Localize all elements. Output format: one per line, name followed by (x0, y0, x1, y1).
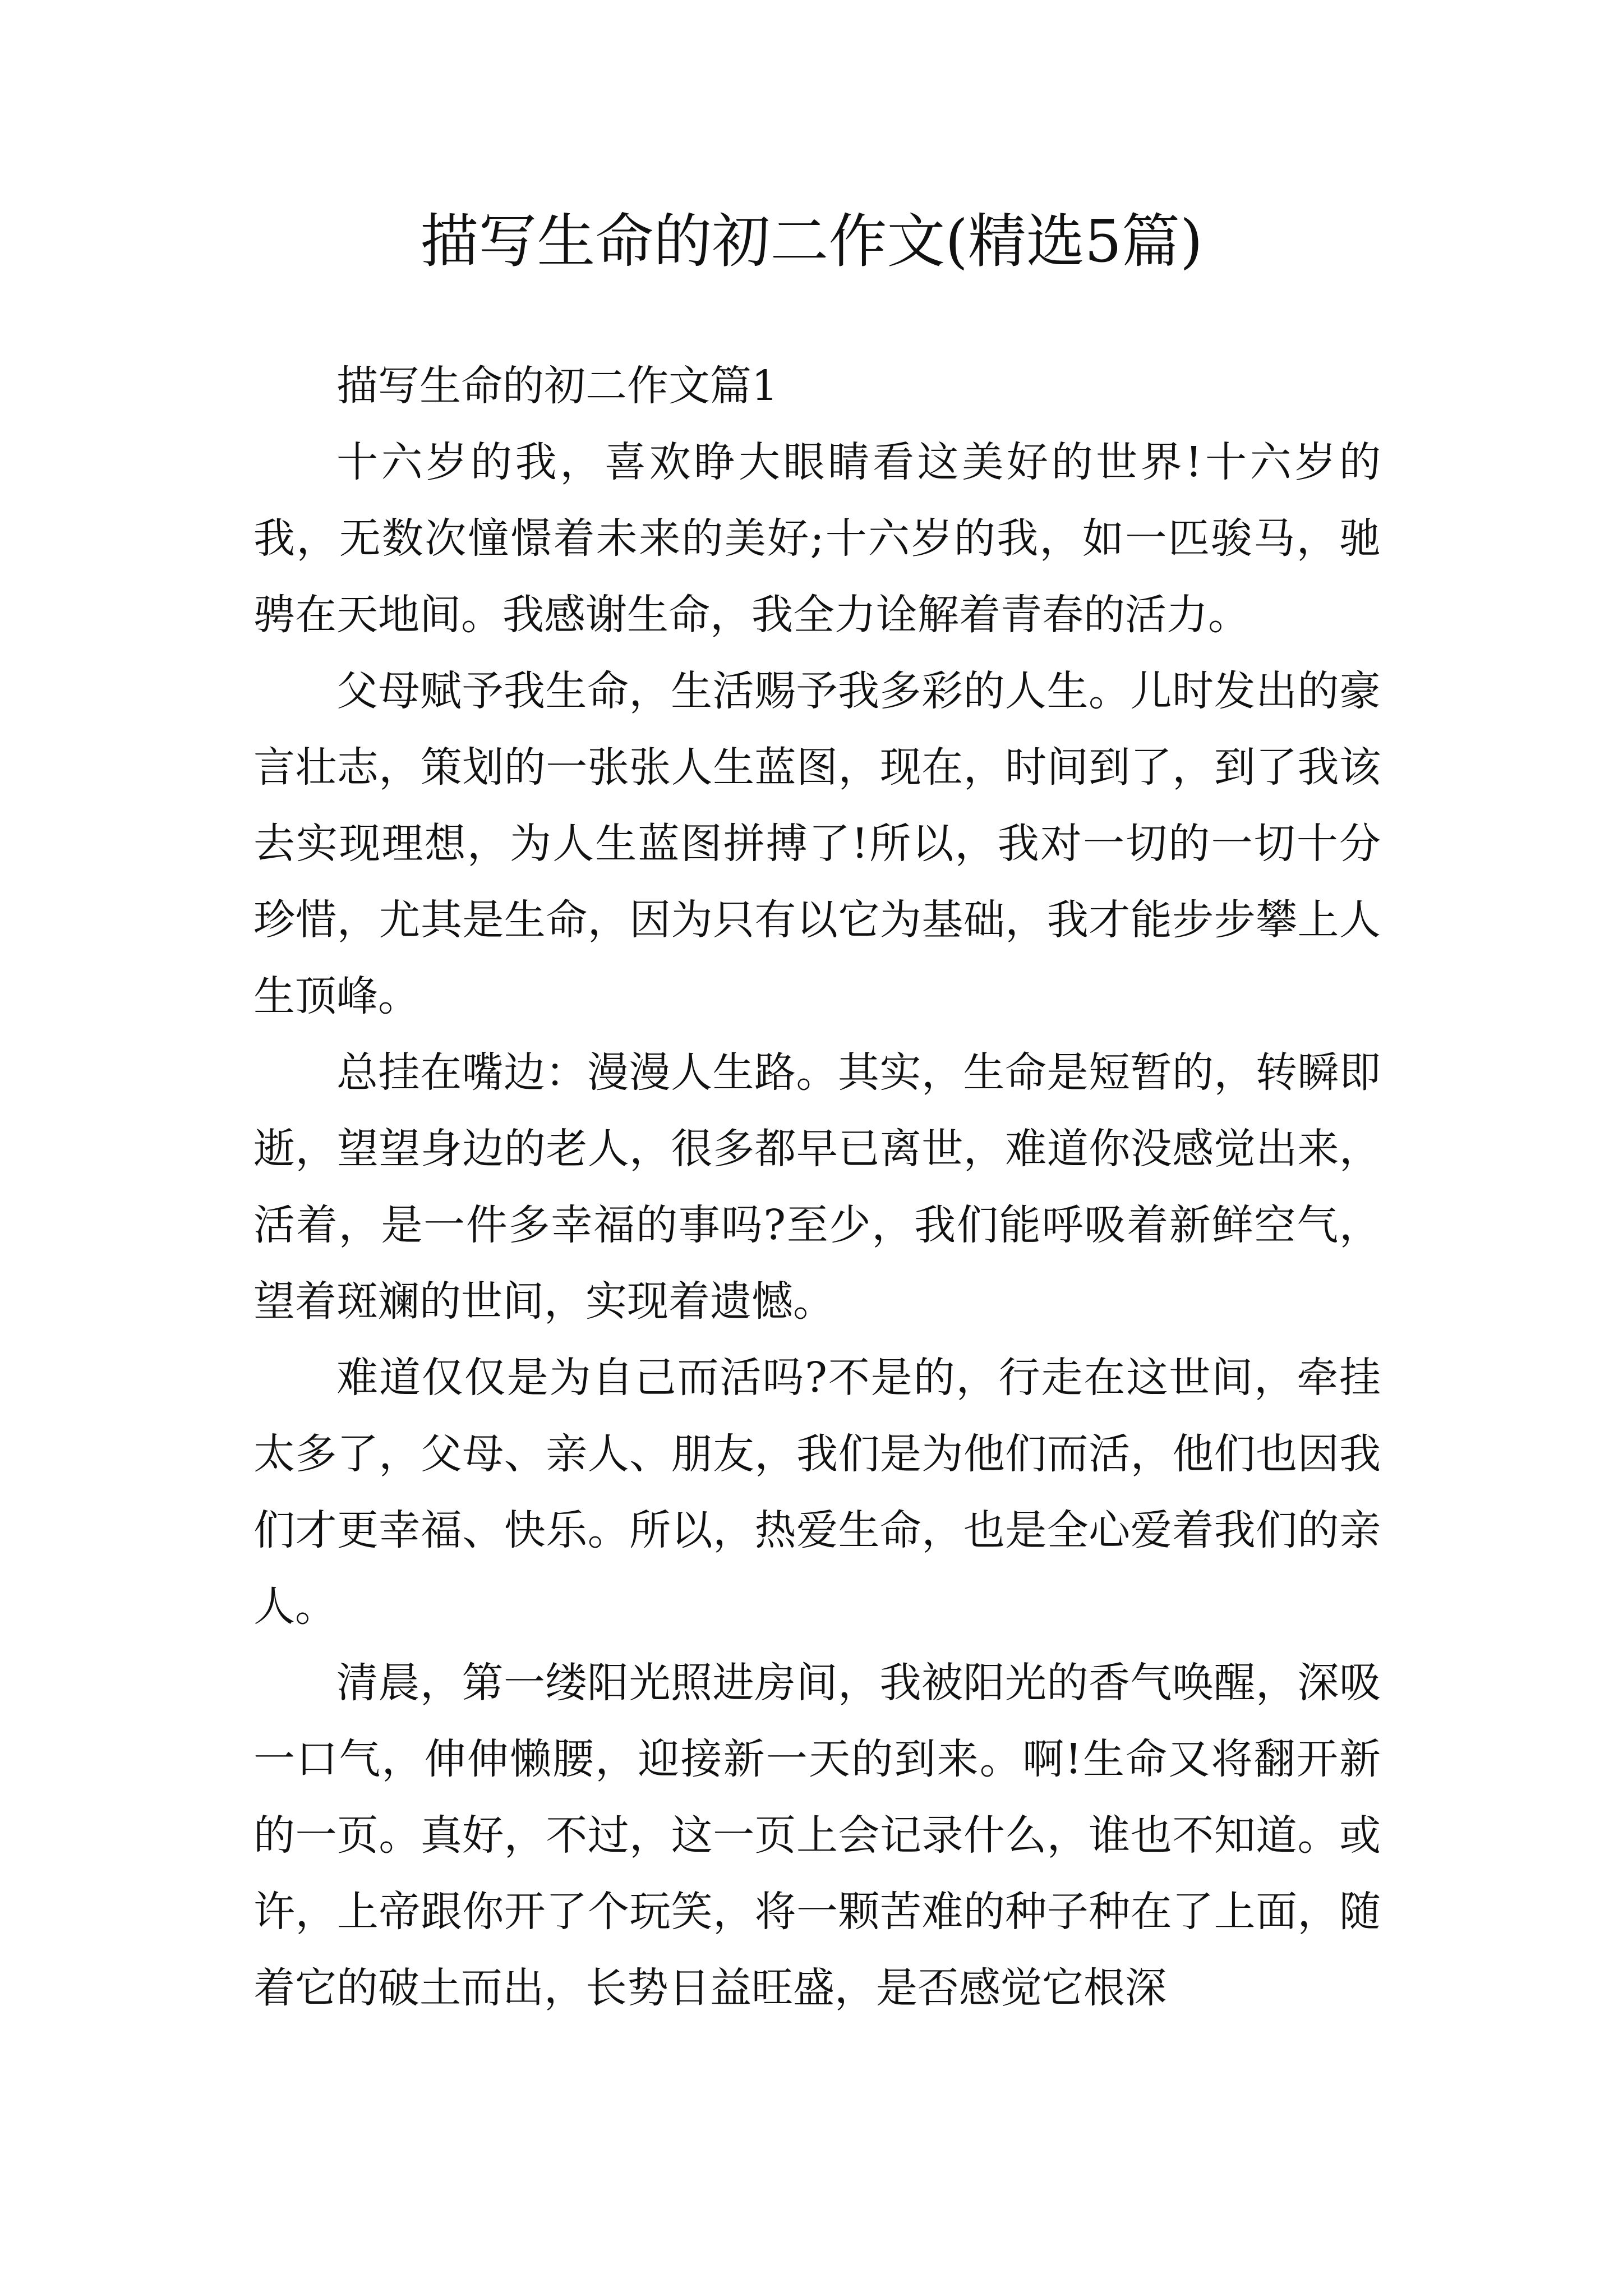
paragraph-5: 清晨，第一缕阳光照进房间，我被阳光的香气唤醒，深吸一口气，伸伸懒腰，迎接新一天的到来。啊!生命又将翻开新的一页。真好，不过，这一页上会记录什么，谁也不知道。或许，上帝跟你开了个玩笑，将一颗苦难的种子种在了上面，随着它的破土而出，长势日益旺盛，是否感觉它根深 (253, 1659, 1381, 2012)
paragraph-1: 十六岁的我，喜欢睁大眼睛看这美好的世界!十六岁的我，无数次憧憬着未来的美好;十六岁的我，如一匹骏马，驰骋在天地间。我感谢生命，我全力诠解着青春的活力。 (253, 438, 1381, 639)
document-body (253, 348, 1381, 2026)
paragraph-2: 父母赋予我生命，生活赐予我多彩的人生。儿时发出的豪言壮志，策划的一张张人生蓝图，现在，时间到了，到了我该去实现理想，为人生蓝图拼搏了!所以，我对一切的一切十分珍惜，尤其是生命，因为只有以它为基础，我才能步步攀上人生顶峰。 (253, 667, 1381, 1020)
document-title: 描写生命的初二作文(精选5篇) (420, 207, 1203, 275)
paragraph-3: 总挂在嘴边：漫漫人生路。其实，生命是短暂的，转瞬即逝，望望身边的老人，很多都早已离世，难道你没感觉出来，活着，是一件多幸福的事吗?至少，我们能呼吸着新鲜空气，望着斑斓的世间，实现着遗憾。 (253, 1048, 1381, 1326)
section-heading: 描写生命的初二作文篇1 (336, 362, 778, 410)
paragraph-4: 难道仅仅是为自己而活吗?不是的，行走在这世间，牵挂太多了，父母、亲人、朋友，我们是为他们而活，他们也因我们才更幸福、快乐。所以，热爱生命，也是全心爱着我们的亲人。 (253, 1354, 1381, 1631)
